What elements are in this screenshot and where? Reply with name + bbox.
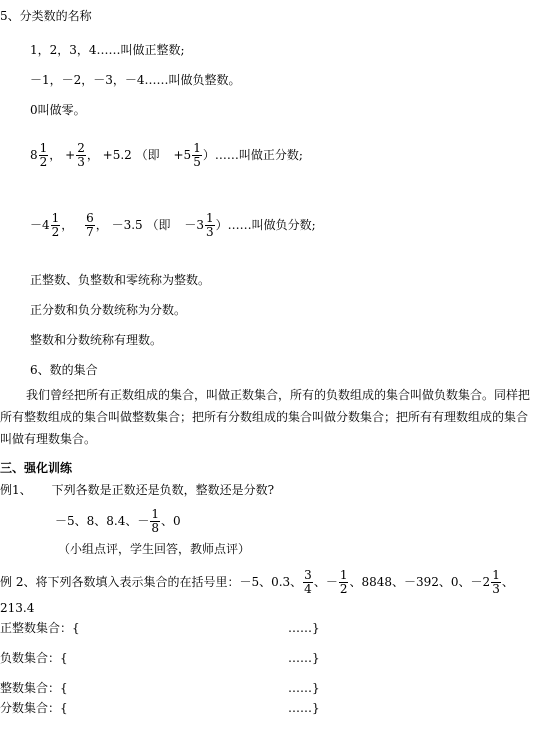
example-1-note: （小组点评，学生回答，教师点评） bbox=[58, 542, 251, 556]
example-1-numbers: －5、8、8.4、－ $\frac{1}{8}$ 、0 bbox=[55, 507, 181, 535]
pf-a-whole: 8 bbox=[30, 148, 38, 162]
example-2-continuation: 213.4 bbox=[0, 601, 35, 615]
pf-b-fraction: $\frac{2}{3}$ bbox=[77, 141, 85, 169]
integers-definition: 正整数、负整数和零统称为整数。 bbox=[30, 273, 211, 287]
positive-fractions-line: 8 $\frac{1}{2}$ ， + $\frac{2}{3}$ ， +5.2 （即 +5 $\frac{1}{5}$ ）……叫做正分数; bbox=[30, 141, 303, 169]
zero-line: 0叫做零。 bbox=[30, 103, 86, 117]
ex1-fraction: $\frac{1}{8}$ bbox=[151, 507, 159, 535]
example-1-line: 例1、 下列各数是正数还是负数，整数还是分数? bbox=[0, 483, 275, 497]
nf-a-fraction: $\frac{1}{2}$ bbox=[51, 211, 60, 239]
ex2-fraction-3-4: $\frac{3}{4}$ bbox=[304, 568, 312, 596]
fractions-definition: 正分数和负分数统称为分数。 bbox=[30, 303, 187, 317]
nf-b-fraction: $\frac{6}{7}$ bbox=[86, 211, 94, 239]
set-fractions-tail: ……} bbox=[288, 701, 320, 715]
positive-integers-line: 1，2，3，4……叫做正整数; bbox=[30, 43, 185, 57]
set-integers-label: 整数集合：{ bbox=[0, 681, 68, 695]
set-negative-numbers-tail: ……} bbox=[288, 651, 320, 665]
set-negative-numbers-label: 负数集合：{ bbox=[0, 651, 68, 665]
negative-fractions-line: －4 $\frac{1}{2}$ ， $\frac{6}{7}$ ， －3.5 （即 －3 $\frac{1}{3}$ ）……叫做负分数; bbox=[30, 211, 316, 239]
example-2-line: 例 2、将下列各数填入表示集合的在括号里：－5、0.3、 $\frac{3}{4}$ 、－ $\frac{1}{2}$ 、8848、－392、0、－2 $\frac{1}{3}$ 、 bbox=[0, 568, 514, 596]
section-5-title: 5、分类数的名称 bbox=[0, 9, 92, 23]
pf-a-fraction: $\frac{1}{2}$ bbox=[39, 141, 48, 169]
section-6-title: 6、数的集合 bbox=[30, 363, 98, 377]
pf-c: +5.2 bbox=[102, 148, 132, 162]
set-fractions-label: 分数集合：{ bbox=[0, 701, 68, 715]
section-3-title: 三、强化训练 bbox=[0, 461, 73, 475]
nf-d-fraction: $\frac{1}{3}$ bbox=[206, 211, 214, 239]
ex2-fraction-1-2: $\frac{1}{2}$ bbox=[339, 568, 348, 596]
ex2-fraction-1-3: $\frac{1}{3}$ bbox=[492, 568, 500, 596]
negative-integers-line: －1，－2，－3，－4……叫做负整数。 bbox=[30, 73, 241, 87]
pf-d-fraction: $\frac{1}{5}$ bbox=[193, 141, 201, 169]
sets-paragraph: 我们曾经把所有正数组成的集合，叫做正数集合，所有的负数组成的集合叫做负数集合。同样把所有整数组成的集合叫做整数集合；把所有分数组成的集合叫做分数集合；把所有有理数组成的集合叫做有理数集合。 bbox=[0, 388, 531, 446]
set-positive-integers-label: 正整数集合：{ bbox=[0, 621, 80, 635]
set-positive-integers-tail: ……} bbox=[288, 621, 320, 635]
set-integers-tail: ……} bbox=[288, 681, 320, 695]
rationals-definition: 整数和分数统称有理数。 bbox=[30, 333, 163, 347]
